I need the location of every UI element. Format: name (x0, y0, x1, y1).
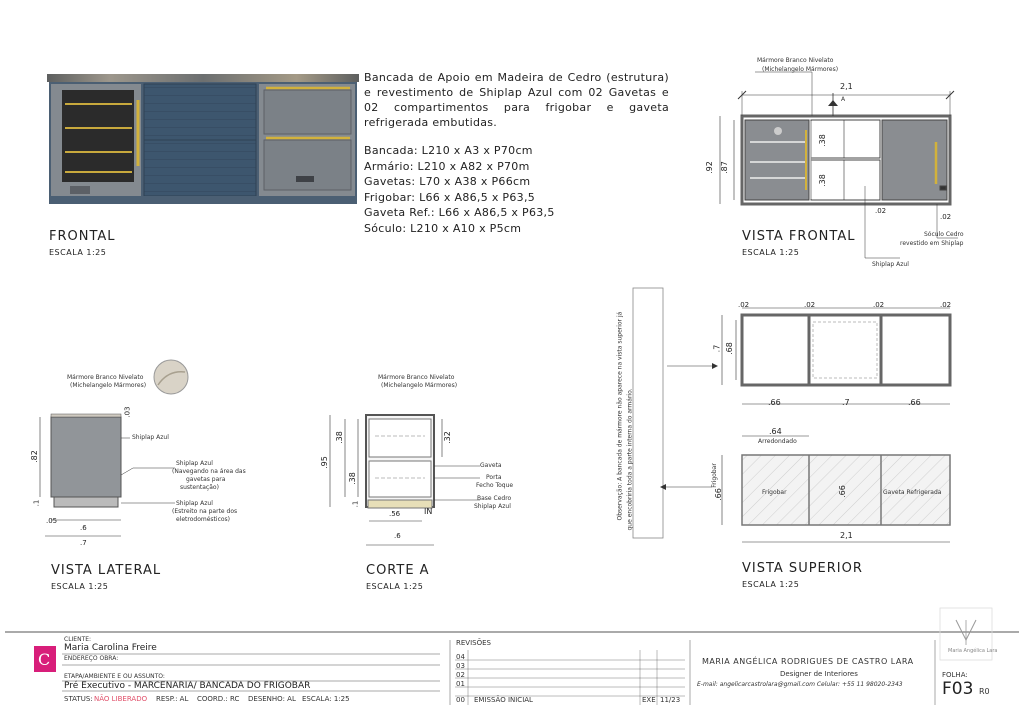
vl-dim-6: .6 (80, 524, 87, 532)
vl-marble-sub: (Michelangelo Mármores) (70, 382, 147, 389)
vf-dim-02b: .02 (940, 213, 952, 221)
ca-dim-38b: .38 (347, 472, 357, 485)
spec-bancada: Bancada: L210 x A3 x P70cm (364, 144, 533, 157)
vl-dim-03: .03 (123, 406, 132, 418)
desenho: DESENHO: AL (248, 695, 296, 703)
vl-dim-05: .05 (46, 517, 58, 525)
vs-dim-02b: .02 (804, 301, 816, 309)
vs-dim-68: .68 (724, 342, 734, 355)
endereco-label: ENDEREÇO OBRA: (64, 655, 119, 662)
ca-marble-sub: (Michelangelo Mármores) (381, 382, 458, 389)
vista-frontal-title: VISTA FRONTAL (742, 229, 856, 244)
vista-superior-drawing (633, 288, 950, 542)
spec-gaveta-ref: Gaveta Ref.: L66 x A86,5 x P63,5 (364, 206, 555, 219)
vs-dim-64: .64 (769, 427, 782, 436)
ambiente-value: Pré Executivo - MARCENARIA/ BANCADA DO FRIGOBAR (64, 681, 311, 691)
rev-01: 01 (456, 680, 465, 688)
vl-nav-3: gavetas para (186, 476, 226, 483)
vs-dim-66a: .66 (768, 398, 781, 407)
vl-nav-4: sustentação) (180, 484, 219, 491)
vs-arredondado: Arredondado (758, 438, 797, 445)
vista-frontal-scale: ESCALA 1:25 (742, 248, 800, 257)
vl-est-3: eletrodomésticos) (176, 516, 231, 523)
corte-a-scale: ESCALA 1:25 (366, 582, 424, 591)
vf-soculo-label: Sóculo Cedro (924, 231, 964, 238)
rev-exe: EXE (642, 696, 656, 704)
vl-est-1: Shiplap Azul (176, 500, 213, 507)
vs-dim-total: 2,1 (840, 531, 853, 540)
vf-dim-87: .87 (719, 161, 729, 174)
vs-dim-7b: .7 (842, 398, 850, 407)
section-marker-a: A (841, 96, 846, 103)
vl-est-2: (Estreito na parte dos (172, 508, 238, 515)
vf-dim-92: .92 (704, 161, 714, 174)
vf-dim-38b: .38 (817, 174, 827, 187)
ambiente-label: ETAPA/AMBIENTE E OU ASSUNTO: (64, 673, 165, 680)
vs-dim-02a: .02 (738, 301, 750, 309)
vl-nav-1: Shiplap Azul (176, 460, 213, 467)
revisoes-label: REVISÕES (456, 639, 491, 647)
vf-marble-label: Mármore Branco Nivelato (757, 57, 834, 64)
client-logo-letter: C (38, 650, 51, 669)
vf-dim-total: 2,1 (840, 82, 853, 91)
vs-dim-7: .7 (712, 344, 722, 353)
vista-lateral-scale: ESCALA 1:25 (51, 582, 109, 591)
frontal-scale: ESCALA 1:25 (49, 248, 107, 257)
cliente-label: CLIENTE: (64, 636, 92, 643)
vs-dim-66v: .66 (713, 488, 723, 501)
vs-dim-66c: .66 (837, 485, 847, 498)
vista-superior-title: VISTA SUPERIOR (742, 561, 863, 576)
vs-frigobar-vertical: Frigobar (710, 463, 718, 488)
vl-marble-label: Mármore Branco Nivelato (67, 374, 144, 381)
vs-dim-66b: .66 (908, 398, 921, 407)
vs-gaveta-ref-label: Gaveta Refrigerada (883, 489, 942, 496)
cliente-value: Maria Carolina Freire (64, 643, 157, 653)
rev-00-desc: EMISSÃO INICIAL (474, 696, 533, 704)
project-description: Bancada de Apoio em Madeira de Cedro (estrutura) e revestimento de Shiplap Azul com 02 Gavetas e 02 compartimentos para frigobar e gaveta refrigerada embutidas. (364, 71, 669, 129)
ca-in-mark: IN (424, 507, 433, 516)
ca-dim-95: .95 (319, 456, 329, 469)
vs-dim-02d: .02 (940, 301, 952, 309)
vf-shiplap-label: Shiplap Azul (872, 261, 909, 268)
ca-dim-38a: .38 (334, 431, 344, 444)
designer-role: Designer de Interiores (780, 670, 858, 678)
ca-fecho-label: Fecho Toque (476, 482, 514, 489)
vista-superior-scale: ESCALA 1:25 (742, 580, 800, 589)
spec-frigobar: Frigobar: L66 x A86,5 x P63,5 (364, 190, 536, 204)
spec-list (364, 143, 555, 236)
frontal-render (47, 74, 359, 204)
vf-marble-sub: (Michelangelo Mármores) (762, 66, 839, 73)
vl-dim-82: .82 (29, 450, 39, 463)
resp: RESP.: AL (156, 695, 189, 703)
ca-gaveta-label: Gaveta (480, 462, 502, 469)
coord: COORD.: RC (197, 695, 240, 703)
frontal-title: FRONTAL (49, 229, 116, 244)
rev-date: 11/23 (660, 696, 681, 704)
rev-02: 02 (456, 671, 465, 679)
corte-a-title: CORTE A (366, 563, 430, 578)
ca-base-sub: Shiplap Azul (474, 503, 511, 510)
escala: ESCALA: 1:25 (302, 695, 350, 703)
vl-dim-1: .1 (32, 499, 41, 507)
designer-name: MARIA ANGÉLICA RODRIGUES DE CASTRO LARA (702, 657, 914, 666)
vf-soculo-sub: revestido em Shiplap (900, 240, 964, 247)
ca-base-label: Base Cedro (477, 495, 512, 502)
vf-dim-02a: .02 (875, 207, 887, 215)
vf-dim-38a: .38 (817, 134, 827, 147)
ca-marble-label: Mármore Branco Nivelato (378, 374, 455, 381)
vs-frigobar-label: Frigobar (762, 489, 787, 496)
ca-dim-32: .32 (442, 431, 452, 444)
status-value: NÃO LIBERADO (94, 695, 148, 703)
ca-dim-1: .1 (351, 500, 360, 508)
vl-dim-7: .7 (80, 539, 87, 547)
folha-label: FOLHA: (942, 671, 968, 679)
status-label: STATUS: (64, 695, 93, 703)
marble-top (47, 74, 359, 82)
logo-caption: Maria Angélica Lara (948, 648, 998, 654)
vista-lateral-title: VISTA LATERAL (51, 563, 162, 578)
folha-rev: R0 (979, 687, 990, 696)
designer-contact: E-mail: angelicarcastrolara@gmail.com Celular: +55 11 98020-2343 (697, 681, 903, 688)
rev-04: 04 (456, 653, 465, 661)
observacao-2: que encobriria toda a parte interna do armário. (626, 388, 634, 531)
vl-shiplap-label: Shiplap Azul (132, 434, 169, 441)
ca-dim-56: .56 (389, 510, 401, 518)
rev-03: 03 (456, 662, 465, 670)
spec-soculo: Sóculo: L210 x A10 x P5cm (364, 221, 522, 235)
folha-value: F03 (942, 679, 974, 699)
observacao-1: Observação: A bancada de mármore não aparece na vista superior já (616, 311, 624, 521)
spec-gavetas: Gavetas: L70 x A38 x P66cm (364, 175, 531, 188)
vl-nav-2: (Navegando na área das (172, 468, 246, 475)
vs-dim-02c: .02 (873, 301, 885, 309)
rev-00: 00 (456, 696, 465, 704)
ca-porta-label: Porta (486, 474, 502, 481)
ca-dim-6: .6 (394, 532, 401, 540)
spec-armario: Armário: L210 x A82 x P70m (364, 159, 530, 173)
